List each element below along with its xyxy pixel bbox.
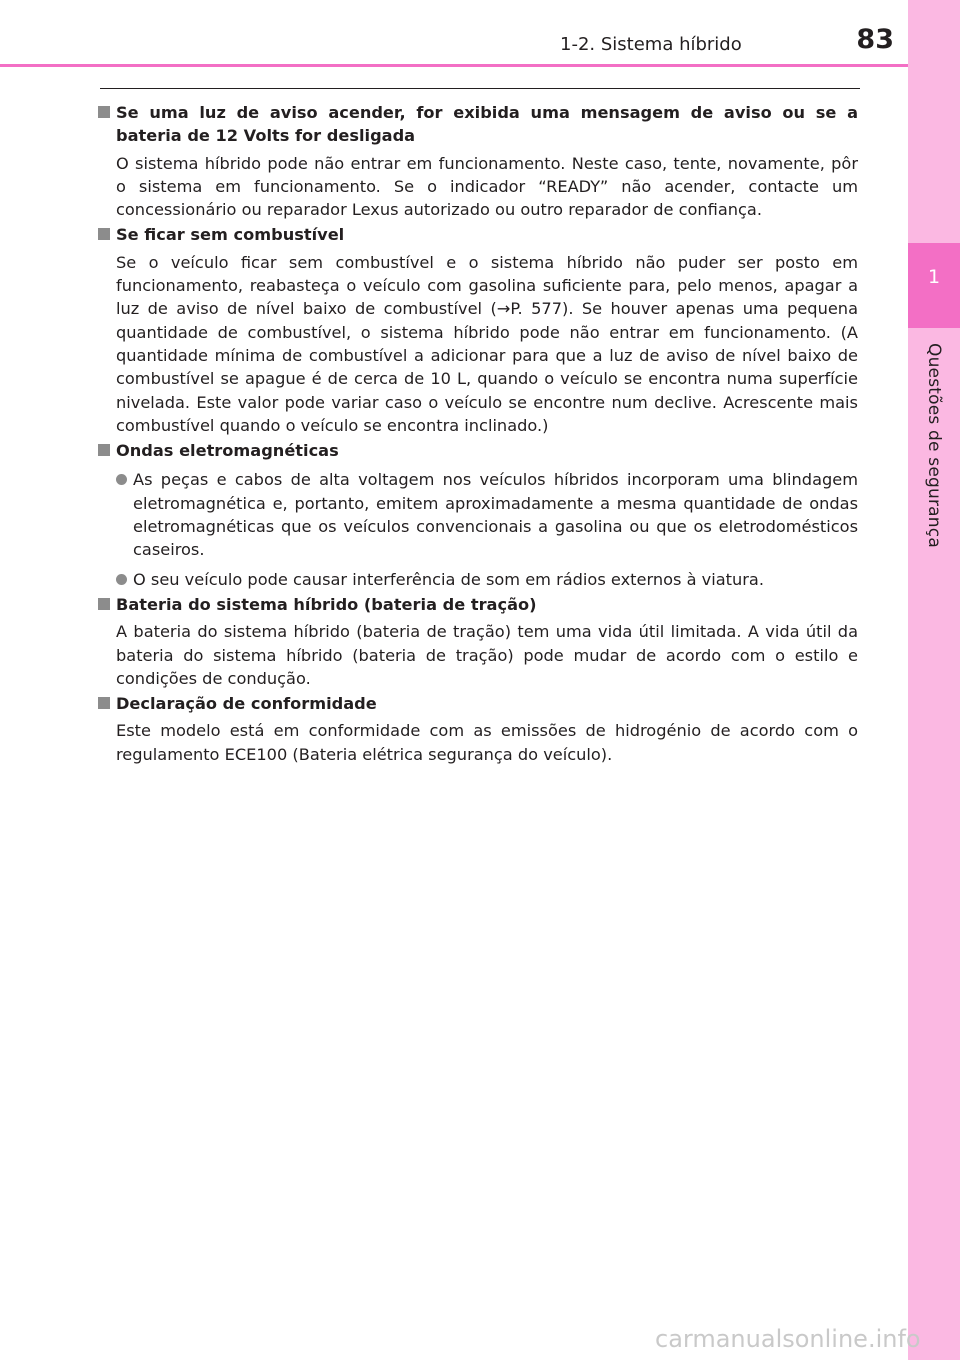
chapter-side-tab [908, 0, 960, 1360]
section-heading [98, 593, 858, 616]
square-bullet-icon [98, 697, 110, 709]
section-electromagnetic-waves [98, 439, 858, 591]
chapter-title: Questões de segurança [924, 343, 944, 548]
section-paragraph: O sistema híbrido pode não entrar em funcionamento. Neste caso, tente, novamente, pôr o sistema em funcionamento. Se o indicador “READY” não acender, contacte um concessionário ou reparador Lexus autorizado ou outro reparador de confiança. [116, 153, 858, 220]
list-item [116, 468, 858, 561]
round-bullet-icon [116, 574, 127, 585]
square-bullet-icon [98, 444, 110, 456]
content-top-rule [100, 88, 860, 89]
section-declaration-of-conformity [98, 692, 858, 766]
list-item-text: O seu veículo pode causar interferência de som em rádios externos à viatura. [133, 569, 764, 589]
section-out-of-fuel [98, 223, 858, 437]
header-rule [0, 64, 908, 67]
section-paragraph: Este modelo está em conformidade com as emissões de hidrogénio de acordo com o regulamento ECE100 (Bateria elétrica segurança do veículo). [116, 721, 858, 764]
square-bullet-icon [98, 106, 110, 118]
section-heading-text: Se uma luz de aviso acender, for exibida uma mensagem de aviso ou se a bateria de 12 Volts for desligada [116, 103, 858, 146]
section-heading-text: Ondas eletromagnéticas [116, 441, 339, 461]
section-title: 1-2. Sistema híbrido [560, 34, 742, 55]
square-bullet-icon [98, 598, 110, 610]
section-heading-text: Bateria do sistema híbrido (bateria de tração) [116, 594, 537, 614]
watermark: carmanualsonline.info [655, 1325, 921, 1353]
section-hybrid-battery [98, 593, 858, 690]
section-warning-light [98, 101, 858, 221]
section-heading [98, 439, 858, 462]
round-bullet-icon [116, 474, 127, 485]
chapter-number: 1 [927, 266, 941, 288]
page-number: 83 [856, 24, 894, 55]
section-paragraph: Se o veículo ficar sem combustível e o sistema híbrido não puder ser posto em funcionamento, reabasteça o veículo com gasolina suficiente para, pelo menos, apagar a luz de aviso de nível baixo de combustível (→P. 577). Se houver apenas uma pequena quantidade de combustível, o sistema híbrido pode não entrar em funcionamento. (A quantidade mínima de combustível a adicionar para que a luz de aviso de nível baixo de combustível se apague é de cerca de 10 L, quando o veículo se encontra numa superfície nivelada. Este valor pode variar caso o veículo se encontre num declive. Acrescente mais combustível quando o veículo se encontra inclinado.) [116, 252, 858, 435]
section-heading-text: Declaração de conformidade [116, 694, 377, 714]
section-paragraph: A bateria do sistema híbrido (bateria de tração) tem uma vida útil limitada. A vida útil da bateria do sistema híbrido (bateria de tração) pode mudar de acordo com o estilo e condições de condução. [116, 622, 858, 688]
section-heading [98, 223, 858, 246]
section-heading [98, 692, 858, 715]
section-heading-text: Se ficar sem combustível [116, 225, 345, 245]
section-heading [98, 101, 858, 148]
square-bullet-icon [98, 228, 110, 240]
list-item [116, 568, 858, 591]
list-item-text: As peças e cabos de alta voltagem nos veículos híbridos incorporam uma blindagem eletromagnética e, portanto, emitem aproximadamente a mesma quantidade de ondas eletromagnéticas que os veículos convencionais a gasolina ou que os eletrodomésticos caseiros. [133, 470, 858, 560]
page-content [98, 101, 858, 768]
